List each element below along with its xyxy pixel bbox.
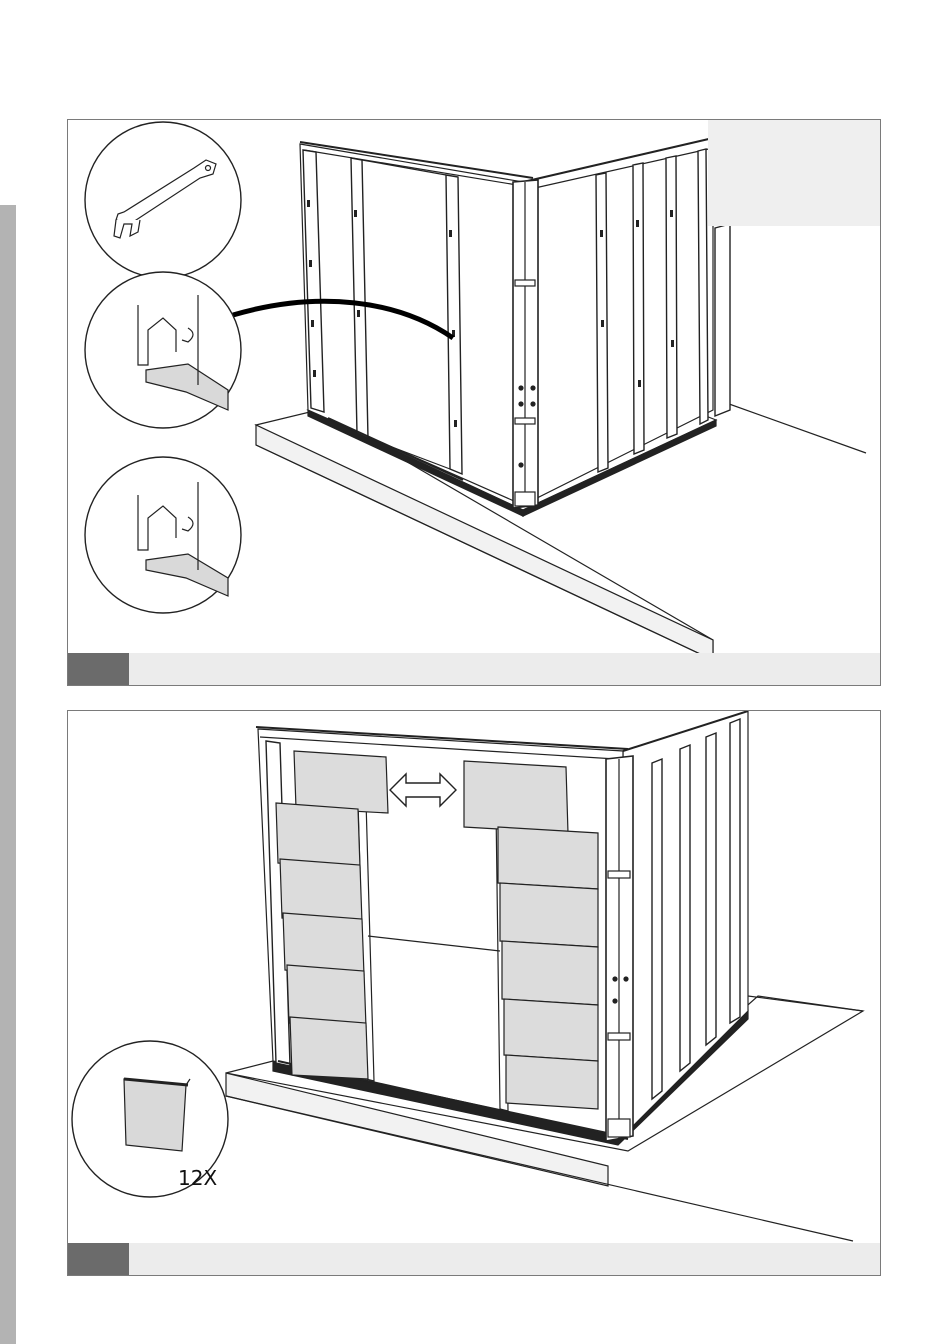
info-box [708,120,880,226]
page-side-tab [0,205,16,1344]
step-2-number [68,1243,129,1275]
step-1-panel [67,119,881,686]
hook-detail-icon [85,272,241,428]
right-wall-frame [523,138,730,505]
corner-post [513,180,538,508]
step-2-bar [68,1243,880,1275]
step-1-bar [68,653,880,685]
hook-detail-icon [85,457,241,613]
step-1-number [68,653,129,685]
quantity-label: 12X [178,1166,218,1190]
wrench-icon [85,122,241,278]
step-2-panel [67,710,881,1276]
step-2-illustration [68,711,881,1276]
corner-post [606,756,633,1141]
